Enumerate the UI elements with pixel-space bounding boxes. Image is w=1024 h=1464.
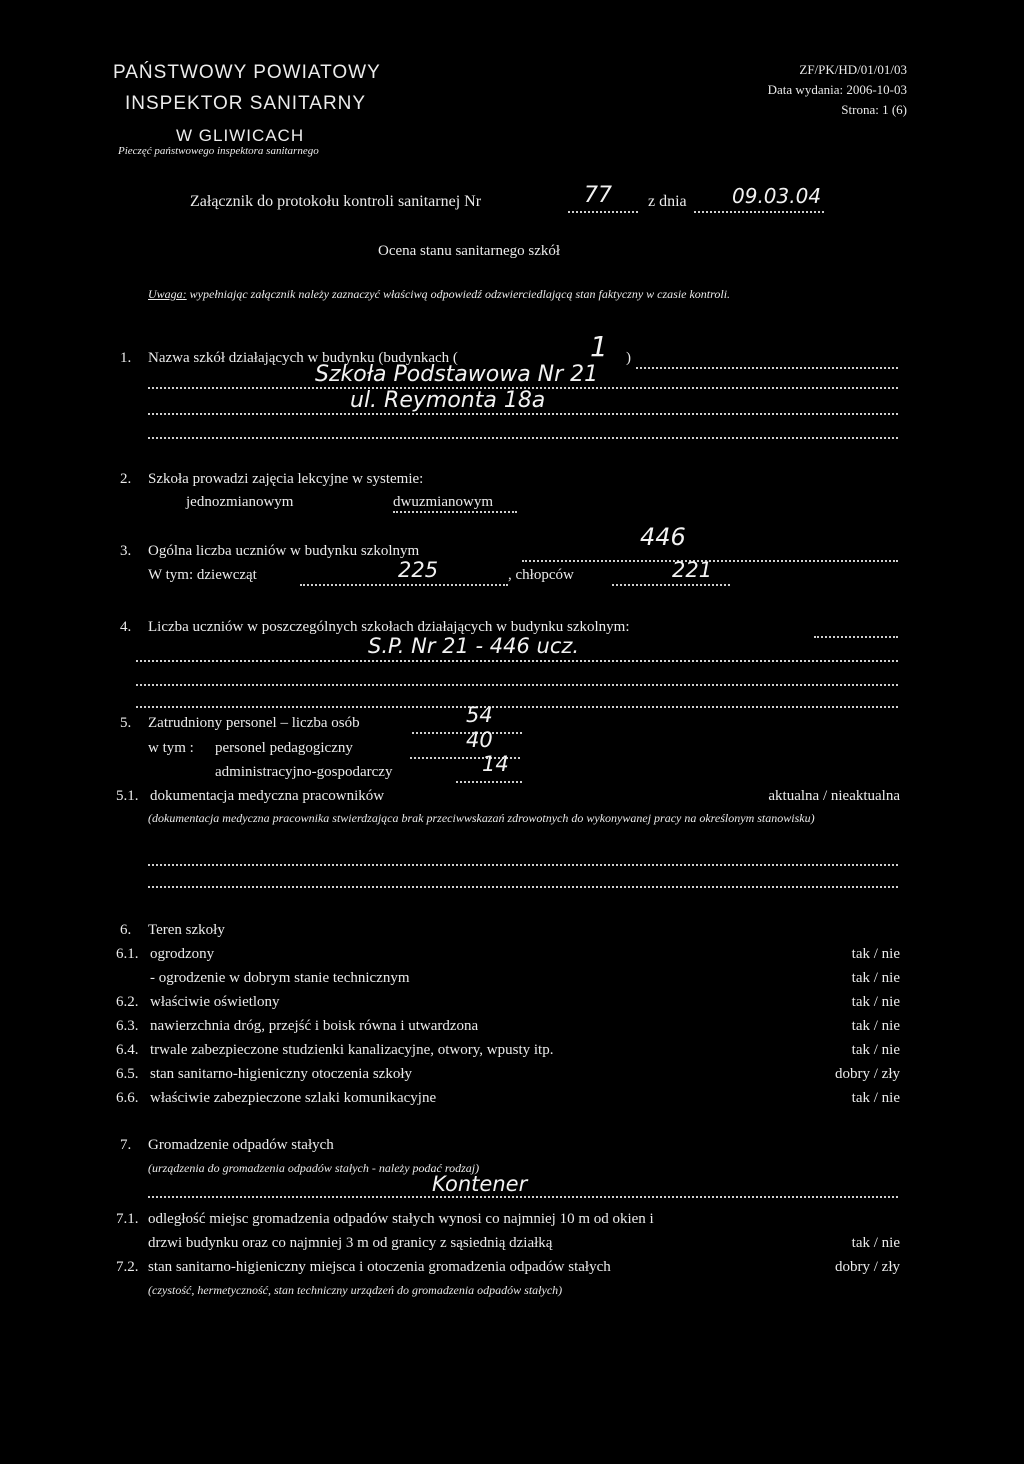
q6-item-num: 6.5. <box>116 1066 139 1082</box>
q1-number: 1. <box>120 350 132 366</box>
q6-item-num: 6.3. <box>116 1018 139 1034</box>
note-block <box>148 285 900 303</box>
q5-1-options: aktualna / nieaktualna <box>768 788 900 804</box>
q7-2-text: stan sanitarno-higieniczny miejsca i otoczenia gromadzenia odpadów stałych <box>148 1259 611 1275</box>
q7-1-line1: odległość miejsc gromadzenia odpadów stałych wynosi co najmniej 10 m od okien i <box>148 1211 654 1227</box>
q3-label: Ogólna liczba uczniów w budynku szkolnym <box>148 543 420 559</box>
q6-item-num: 6.1. <box>116 946 139 962</box>
q5-incl-label: w tym : <box>148 740 194 756</box>
q6-number: 6. <box>120 922 132 938</box>
q6-item-text: nawierzchnia dróg, przejść i boisk równa i utwardzona <box>150 1018 479 1034</box>
q5-total: 54 <box>466 703 493 727</box>
page-info: Strona: 1 (6) <box>841 102 907 117</box>
q1-line3 <box>148 437 898 439</box>
q5-1-note: (dokumentacja medyczna pracownika stwierdzająca brak przeciwwskazań zdrowotnych do wykonywanej pracy na określonym stanowisku) <box>148 811 815 825</box>
q3-total: 446 <box>640 523 686 551</box>
q3-boys: 221 <box>672 558 713 582</box>
q5-ped: 40 <box>466 728 493 752</box>
q1-label: Nazwa szkół działających w budynku (budynkach ( <box>148 350 458 366</box>
q7-2-options: dobry / zły <box>835 1259 900 1275</box>
q2-number: 2. <box>120 471 132 487</box>
q5-ped-label: personel pedagogiczny <box>215 740 353 756</box>
q4-line2 <box>136 684 898 686</box>
q6-item-text: właściwie oświetlony <box>150 994 280 1010</box>
form-heading: Ocena stanu sanitarnego szkół <box>378 243 561 259</box>
q5-label: Zatrudniony personel – liczba osób <box>148 715 360 731</box>
q5-admin-label: administracyjno-gospodarczy <box>215 764 393 780</box>
issue-date: Data wydania: 2006-10-03 <box>767 82 907 97</box>
q7-1-options: tak / nie <box>851 1235 900 1251</box>
q1-line2 <box>148 413 898 415</box>
date-value: 09.03.04 <box>732 184 822 208</box>
protocol-number-line <box>568 211 638 213</box>
q7-2-note: (czystość, hermetyczność, stan techniczny urządzeń do gromadzenia odpadów stałych) <box>148 1283 563 1297</box>
q6-item-num: 6.6. <box>116 1090 139 1106</box>
q3-girls-label: W tym: dziewcząt <box>148 567 257 583</box>
q6-label: Teren szkoły <box>148 922 225 938</box>
q7-label: Gromadzenie odpadów stałych <box>148 1137 334 1153</box>
q7-answer: Kontener <box>432 1172 528 1196</box>
q5-admin: 14 <box>482 752 509 776</box>
q5-1-label: dokumentacja medyczna pracowników <box>150 788 385 804</box>
q7-note: (urządzenia do gromadzenia odpadów stałych - należy podać rodzaj) <box>148 1161 480 1175</box>
authority-line2: INSPEKTOR SANITARNY <box>125 93 367 114</box>
q1-line0 <box>636 367 898 369</box>
authority-line1: PAŃSTWOWY POWIATOWY <box>113 62 381 83</box>
q2-option1: jednozmianowym <box>186 494 294 510</box>
q5-line-a <box>148 864 898 866</box>
q4-line3 <box>136 706 898 708</box>
q6-item-options: tak / nie <box>851 1018 900 1034</box>
note-text: wypełniając załącznik należy zaznaczyć właściwą odpowiedź odzwierciedlającą stan faktyczny w czasie kontroli. <box>186 287 731 301</box>
q7-answer-line <box>148 1196 898 1198</box>
q3-girls-line <box>300 584 508 586</box>
q6-item-num: 6.4. <box>116 1042 139 1058</box>
note-label: Uwaga: <box>148 287 187 301</box>
doc-code: ZF/PK/HD/01/01/03 <box>799 62 907 77</box>
q3-number: 3. <box>120 543 132 559</box>
q7-1-line2: drzwi budynku oraz co najmniej 3 m od granicy z sąsiednią działką <box>148 1235 553 1251</box>
q6-item-text: - ogrodzenie w dobrym stanie technicznym <box>150 970 410 986</box>
q1-answer-line2: ul. Reymonta 18a <box>350 388 546 413</box>
authority-city: W GLIWICACH <box>176 126 305 145</box>
q4-label: Liczba uczniów w poszczególnych szkołach działających w budynku szkolnym: <box>148 619 630 635</box>
q4-number: 4. <box>120 619 132 635</box>
q6-item-options: tak / nie <box>851 1042 900 1058</box>
q4-answer: S.P. Nr 21 - 446 ucz. <box>368 634 580 658</box>
q4-line0 <box>814 636 898 638</box>
q6-item-options: tak / nie <box>851 970 900 986</box>
q3-boys-label: , chłopców <box>508 567 574 583</box>
q3-girls: 225 <box>398 558 439 582</box>
q1-count: 1 <box>590 330 608 363</box>
date-line <box>694 211 824 213</box>
q6-item-text: stan sanitarno-higieniczny otoczenia szkoły <box>150 1066 412 1082</box>
q5-line-b <box>148 886 898 888</box>
stamp-caption: Pieczęć państwowego inspektora sanitarnego <box>118 145 319 157</box>
q7-1-number: 7.1. <box>116 1211 139 1227</box>
q6-item-options: dobry / zły <box>835 1066 900 1082</box>
q1-answer-line1: Szkoła Podstawowa Nr 21 <box>315 362 599 387</box>
protocol-number: 77 <box>584 183 612 208</box>
q1-close: ) <box>626 350 631 366</box>
q7-number: 7. <box>120 1137 132 1153</box>
protocol-prefix: Załącznik do protokołu kontroli sanitarnej Nr <box>190 193 482 210</box>
q2-option2: dwuzmianowym <box>393 494 517 513</box>
q6-item-num: 6.2. <box>116 994 139 1010</box>
q7-2-number: 7.2. <box>116 1259 139 1275</box>
q6-item-options: tak / nie <box>851 946 900 962</box>
q5-1-number: 5.1. <box>116 788 139 804</box>
q5-number: 5. <box>120 715 132 731</box>
q6-item-text: trwale zabezpieczone studzienki kanalizacyjne, otwory, wpusty itp. <box>150 1042 554 1058</box>
q5-admin-line <box>456 781 522 783</box>
q3-boys-line <box>612 584 730 586</box>
q4-line1 <box>136 660 898 662</box>
q6-item-text: właściwie zabezpieczone szlaki komunikacyjne <box>150 1090 437 1106</box>
q6-item-text: ogrodzony <box>150 946 215 962</box>
q6-item-options: tak / nie <box>851 1090 900 1106</box>
date-label: z dnia <box>648 193 687 210</box>
q2-label: Szkoła prowadzi zajęcia lekcyjne w systemie: <box>148 471 424 487</box>
q6-item-options: tak / nie <box>851 994 900 1010</box>
